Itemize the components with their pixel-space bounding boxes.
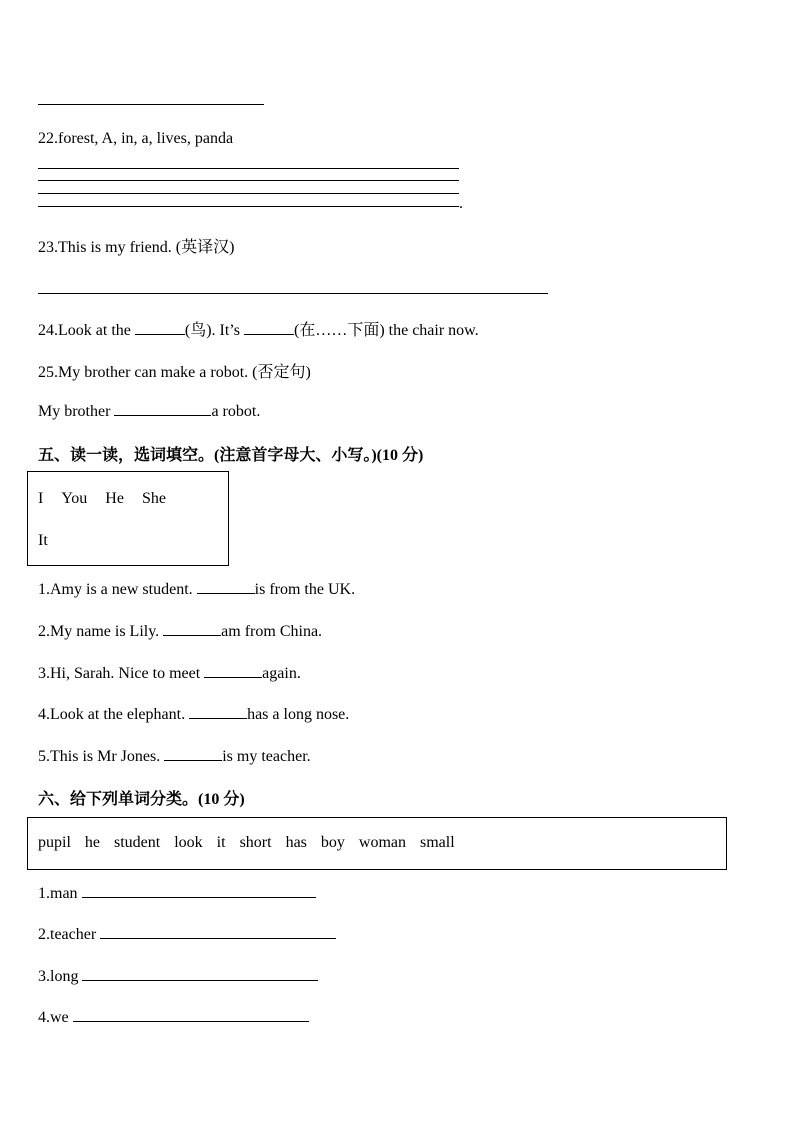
- answer-line-q22-1[interactable]: [38, 168, 459, 169]
- s5-item-4: 4.Look at the elephant. has a long nose.: [38, 703, 349, 724]
- s6-item-3: 3.long: [38, 965, 318, 986]
- word-he: He: [105, 490, 124, 507]
- s5-blank-3[interactable]: [204, 662, 262, 678]
- s5-blank-1[interactable]: [197, 578, 255, 594]
- word-bank-5: [27, 471, 229, 566]
- s6-item-1: 1.man: [38, 882, 316, 903]
- s6-blank-1[interactable]: [82, 882, 316, 898]
- answer-line-q21: [38, 104, 264, 105]
- s6-blank-3[interactable]: [82, 965, 318, 981]
- word-woman: woman: [358, 834, 406, 851]
- s6-item-2: 2.teacher: [38, 923, 336, 944]
- s5-blank-2[interactable]: [163, 620, 221, 636]
- s5-item-5: 5.This is Mr Jones. is my teacher.: [38, 745, 311, 766]
- word-small: small: [420, 834, 455, 851]
- section-6-heading: 六、给下列单词分类。(10 分): [38, 791, 245, 808]
- s6-item-4: 4.we: [38, 1006, 309, 1027]
- word-it: It: [38, 532, 48, 549]
- word-it: it: [216, 834, 226, 851]
- q24-part3: (在……下面) the chair now.: [293, 322, 479, 339]
- word-look: look: [174, 834, 203, 851]
- word-short: short: [239, 834, 272, 851]
- question-23: 23.This is my friend. (英译汉): [38, 239, 235, 256]
- q25-answer-suffix: a robot.: [211, 403, 261, 420]
- s5-blank-5[interactable]: [164, 745, 222, 761]
- word-he: he: [84, 834, 100, 851]
- q25-answer: [38, 400, 260, 421]
- word-has: has: [285, 834, 307, 851]
- answer-line-q22-3[interactable]: [38, 193, 459, 194]
- q24-part2: (鸟). It’s: [184, 322, 244, 339]
- q24-blank-1[interactable]: [135, 319, 185, 335]
- word-i: I: [38, 490, 44, 507]
- answer-line-q23[interactable]: [38, 293, 548, 294]
- s5-blank-4[interactable]: [189, 703, 247, 719]
- question-22: 22.forest, A, in, a, lives, panda: [38, 130, 234, 147]
- q25-blank[interactable]: [114, 400, 211, 416]
- word-you: You: [61, 490, 88, 507]
- word-boy: boy: [320, 834, 345, 851]
- s6-blank-2[interactable]: [100, 923, 336, 939]
- q24-blank-2[interactable]: [244, 319, 294, 335]
- answer-line-q22-4[interactable]: [38, 206, 459, 207]
- word-student: student: [114, 834, 161, 851]
- word-pupil: pupil: [38, 834, 71, 851]
- question-24: [38, 317, 479, 340]
- question-25: 25.My brother can make a robot. (否定句): [38, 364, 311, 381]
- s5-item-3: 3.Hi, Sarah. Nice to meet again.: [38, 662, 301, 683]
- s5-item-1: 1.Amy is a new student. is from the UK.: [38, 578, 355, 599]
- word-she: She: [141, 490, 166, 507]
- s6-blank-4[interactable]: [73, 1006, 309, 1022]
- section-5-heading: 五、读一读，选词填空。(注意首字母大、小写。)(10 分): [38, 447, 424, 464]
- s5-item-2: 2.My name is Lily. am from China.: [38, 620, 322, 641]
- q24-part1: 24.Look at the: [38, 322, 135, 339]
- word-bank-6: [27, 817, 727, 870]
- word-bank-6-row: [38, 834, 469, 852]
- q22-period: .: [459, 195, 463, 212]
- word-bank-5-row1: [38, 490, 184, 508]
- q25-answer-prefix: My brother: [38, 403, 115, 420]
- answer-line-q22-2[interactable]: [38, 180, 459, 181]
